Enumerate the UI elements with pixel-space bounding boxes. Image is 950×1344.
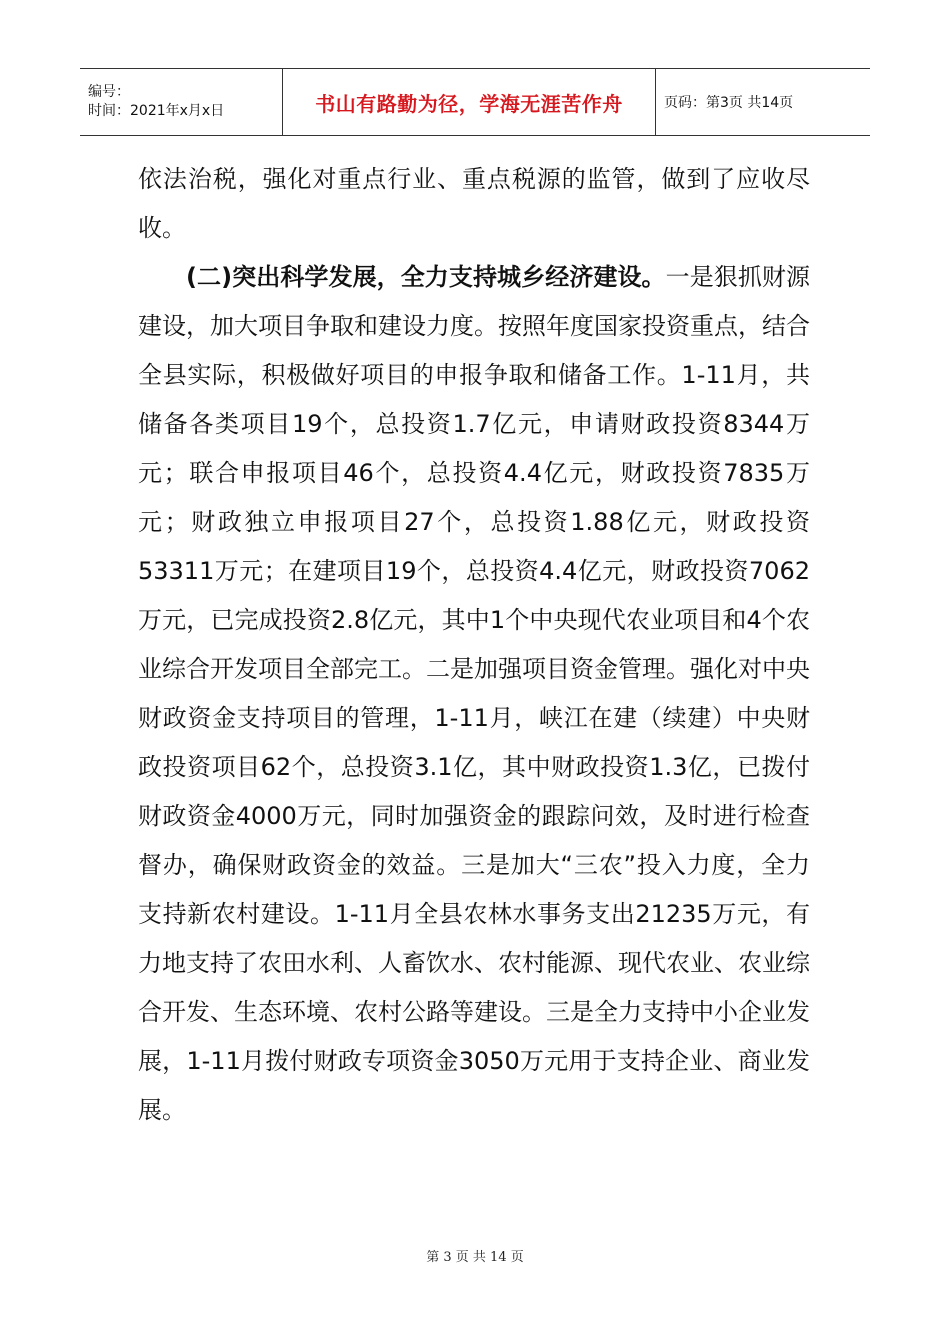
header-motto: 书山有路勤为径，学海无涯苦作舟 [315, 91, 623, 116]
document-body [138, 155, 810, 1135]
section-heading: (二)突出科学发展，全力支持城乡经济建设。 [186, 263, 666, 291]
document-header [80, 68, 870, 136]
document-date-label: 时间：2021年x月x日 [88, 103, 225, 119]
header-page-number: 页码：第3页 共14页 [664, 95, 794, 111]
document-number-label: 编号： [88, 84, 130, 100]
header-motto-cell [283, 69, 656, 135]
body-paragraph-2 [138, 253, 810, 1135]
page-footer [0, 1246, 950, 1265]
footer-page-number: 第 3 页 共 14 页 [426, 1250, 524, 1265]
header-page-info [656, 69, 870, 135]
section-text: 一是狠抓财源建设，加大项目争取和建设力度。按照年度国家投资重点，结合全县实际，积极做好项目的申报争取和储备工作。1-11月，共储备各类项目19个，总投资1.7亿元，申请财政投资8344万元；联合申报项目46个，总投资4.4亿元，财政投资7835万元；财政独立申报项目27个，总投资1.88亿元，财政投资53311万元；在建项目19个，总投资4.4亿元，财政投资7062万元，已完成投资2.8亿元，其中1个中央现代农业项目和4个农业综合开发项目全部完工。二是加强项目资金管理。强化对中央财政资金支持项目的管理，1-11月，峡江在建（续建）中央财政投资项目62个，总投资3.1亿，其中财政投资1.3亿，已拨付财政资金4000万元，同时加强资金的跟踪问效，及时进行检查督办，确保财政资金的效益。三是加大“三农”投入力度，全力支持新农村建设。1-11月全县农林水事务支出21235万元，有力地支持了农田水利、人畜饮水、农村能源、现代农业、农业综合开发、生态环境、农村公路等建设。三是全力支持中小企业发展，1-11月拨付财政专项资金3050万元用于支持企业、商业发展。 [138, 263, 811, 1124]
header-meta [80, 69, 283, 135]
body-paragraph-1: 依法治税，强化对重点行业、重点税源的监管，做到了应收尽收。 [138, 165, 810, 242]
